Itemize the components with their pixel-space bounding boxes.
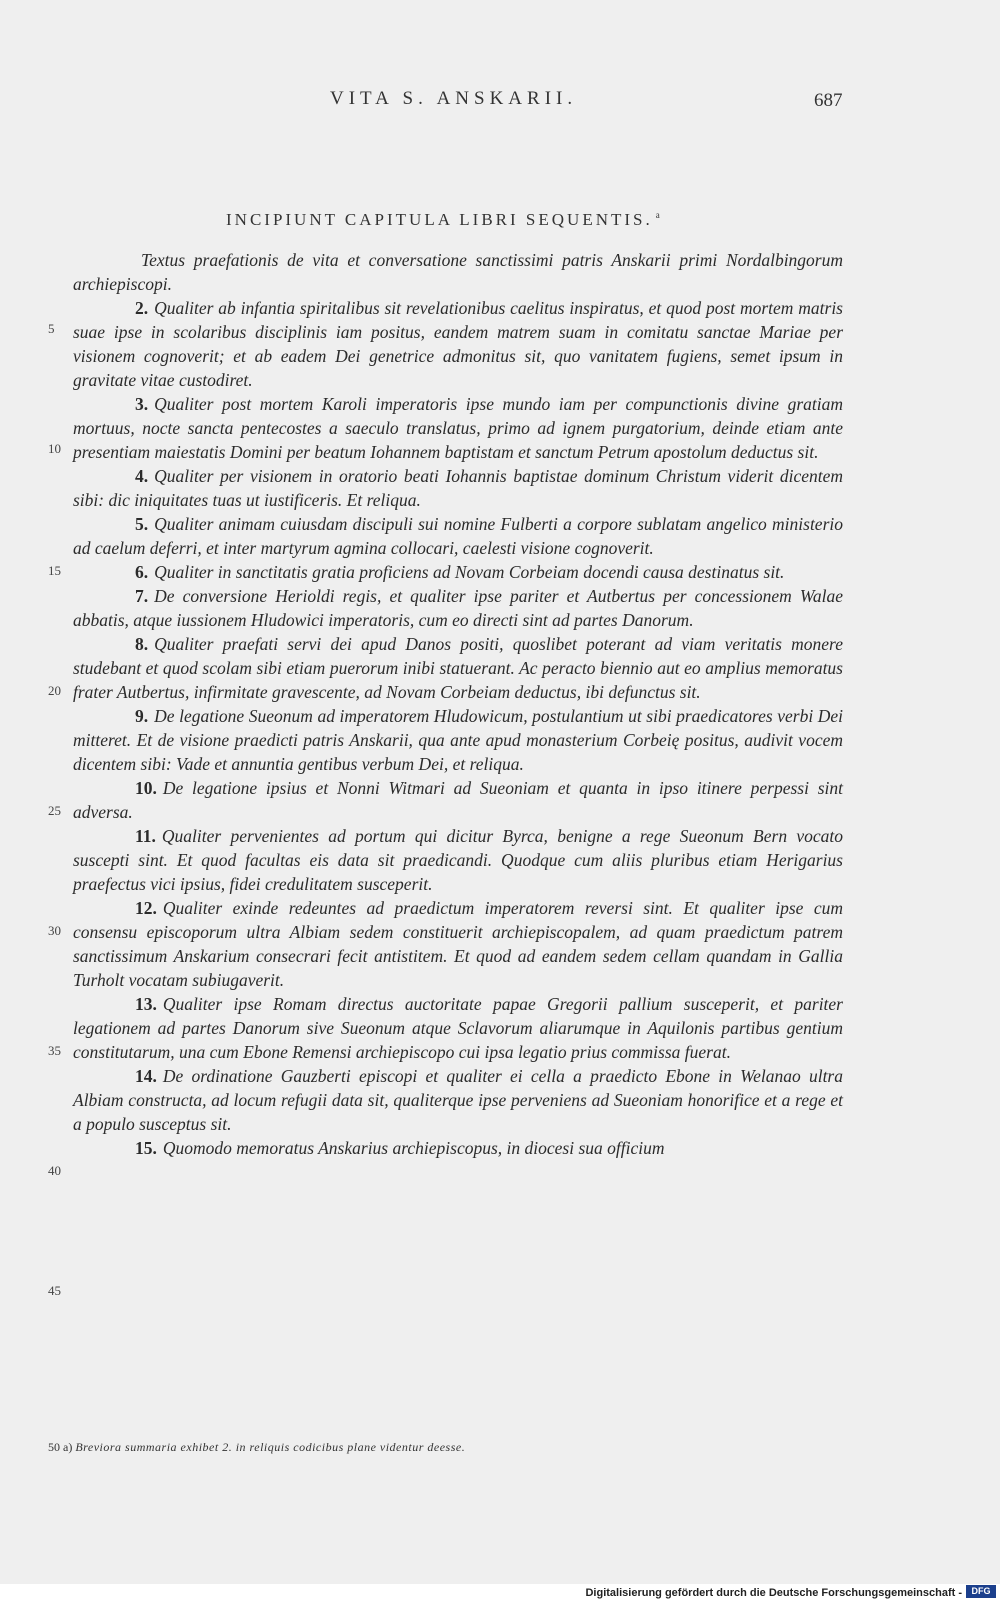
chapter-text: Qualiter exinde redeuntes ad praedictum imperatorem reversi sint. Et qualiter ipse cum consensu episcoporum ultra Albiam sedem constituerit archiepiscopalem, ad quam praedictum patrem sanctissimum Anskarium consecrari fecit antistitem. Et quod ad eandem sedem cellam quandam in Gallia Turholt vocatam subiugaverit.: [73, 898, 843, 990]
chapter-entry: [73, 248, 843, 296]
chapter-text: Qualiter post mortem Karoli imperatoris ipse mundo iam per compunctionis divine gratiam mortuus, nocte sancta pentecostes a saeculo translatus, primo ad ignem purgatorium, deinde etiam ante presentiam maiestatis Domini per beatum Iohannem baptistam et sanctum Petrum apostolum deductus sit.: [73, 394, 843, 462]
margin-line-number: 35: [48, 1043, 61, 1058]
dfg-logo-icon: DFG: [966, 1585, 996, 1598]
page-number: 687: [814, 90, 843, 111]
margin-line-number: 5: [48, 321, 55, 336]
chapter-text: De legatione Sueonum ad imperatorem Hludowicum, postulantium ut sibi praedicatores verbi Dei mitteret. Et de visione praedicti patris Anskarii, qua ante apud monasterium Corbeię positus, audivit vocem dicentem sibi: Vade et annuntia gentibus verbum Dei, et reliqua.: [73, 706, 843, 774]
chapter-text: Qualiter ipse Romam directus auctoritate papae Gregorii pallium susceperit, et pariter legationem ad partes Danorum sive Sueonum atque Sclavorum aliarumque in Aquilonis partibus gentium constitutarum, una cum Ebone Remensi archiepiscopo cui ipsa legatio prius commissa fuerat.: [73, 994, 843, 1062]
chapter-entry: [73, 464, 843, 512]
section-title-text: INCIPIUNT CAPITULA LIBRI SEQUENTIS.: [226, 210, 653, 229]
margin-line-number: 45: [48, 1283, 61, 1298]
chapter-entry: [73, 392, 843, 464]
chapter-number: 4.: [135, 466, 149, 486]
chapter-entry: [73, 992, 843, 1064]
chapter-text: Quomodo memoratus Anskarius archiepiscopus, in diocesi sua officium: [162, 1138, 665, 1158]
chapter-entry: [73, 776, 843, 824]
chapter-number: 14.: [135, 1066, 157, 1086]
chapter-number: 8.: [135, 634, 149, 654]
chapter-entry: [73, 512, 843, 560]
margin-line-number: 30: [48, 923, 61, 938]
chapter-entry: [73, 1136, 843, 1160]
chapter-entry: [73, 896, 843, 992]
chapter-number: 12.: [135, 898, 157, 918]
margin-line-number: 10: [48, 441, 61, 456]
footnote-line-number: 50: [48, 1440, 60, 1454]
footnote-mark: a): [63, 1440, 73, 1454]
margin-line-number: 20: [48, 683, 61, 698]
chapter-number: 15.: [135, 1138, 157, 1158]
chapter-text: Qualiter praefati servi dei apud Danos positi, quoslibet poterant ad viam veritatis monere studebant et quod scolam sibi etiam puerorum inibi statuerant. Ac peracto biennio aut eo amplius memoratus frater Autbertus, infirmitate gravescente, ad Novam Corbeiam deductus, ibi defunctus sit.: [73, 634, 843, 702]
chapter-number: 9.: [135, 706, 149, 726]
chapter-entry: [73, 704, 843, 776]
footnote-text: Breviora summaria exhibet 2. in reliquis codicibus plane videntur deesse.: [75, 1440, 466, 1454]
footnote: [48, 1440, 465, 1455]
running-title: VITA S. ANSKARII.: [330, 88, 578, 109]
chapter-number: 2.: [135, 298, 149, 318]
chapter-number: 11.: [135, 826, 156, 846]
chapter-entry: [73, 560, 843, 584]
margin-line-number: 40: [48, 1163, 61, 1178]
chapter-entry: [73, 584, 843, 632]
chapter-entry: [73, 296, 843, 392]
chapter-text: Qualiter in sanctitatis gratia proficiens ad Novam Corbeiam docendi causa destinatus sit.: [154, 562, 785, 582]
chapter-number: 6.: [135, 562, 149, 582]
chapter-text: Qualiter per visionem in oratorio beati Iohannis baptistae dominum Christum viderit dicentem sibi: dic iniquitates tuas ut iustificeris. Et reliqua.: [73, 466, 843, 510]
chapter-number: 3.: [135, 394, 149, 414]
chapter-number: 10.: [135, 778, 157, 798]
chapter-text: De conversione Herioldi regis, et qualiter ipse pariter et Autbertus per concessionem Walae abbatis, atque iussionem Hludowici imperatoris, cum eo directi sint ad partes Danorum.: [73, 586, 843, 630]
chapter-text: Qualiter ab infantia spiritalibus sit revelationibus caelitus inspiratus, et quod post mortem matris suae ipse in scolaribus disciplinis iam positus, eandem matrem suam in comitatu sanctae Mariae per visionem cognoverit; et ab eadem Dei genetrice admonitus sit, quo vanitatem fugiens, semet ipsum in gravitate vitae custodiret.: [73, 298, 843, 390]
chapter-entry: [73, 824, 843, 896]
margin-line-number: 15: [48, 563, 61, 578]
chapter-text: Qualiter pervenientes ad portum qui dicitur Byrca, benigne a rege Sueonum Bern vocato suscepti sint. Et quod facultas eis data sit praedicandi. Quodque cum aliis pluribus etiam Herigarius praefectus vici ipsius, fidei credulitatem susceperit.: [73, 826, 843, 894]
chapter-text: De ordinatione Gauzberti episcopi et qualiter ei cella a praedicto Ebone in Welanao ultra Albiam constructa, ad locum refugii data sit, qualiterque ipse perveniens ad Sueoniam honorifice et a rege et a populo susceptus sit.: [73, 1066, 843, 1134]
funding-credit: Digitalisierung gefördert durch die Deutsche Forschungsgemeinschaft -: [585, 1587, 962, 1599]
chapter-list: [73, 248, 843, 1160]
chapter-entry: [73, 1064, 843, 1136]
chapter-number: 7.: [135, 586, 149, 606]
section-title: [226, 210, 660, 230]
chapter-number: 13.: [135, 994, 157, 1014]
chapter-text: De legatione ipsius et Nonni Witmari ad Sueoniam et quanta in ipso itinere perpessi sint adversa.: [73, 778, 843, 822]
chapter-text: Qualiter animam cuiusdam discipuli sui nomine Fulberti a corpore sublatam angelico ministerio ad caelum deferri, et inter martyrum agmina collocari, caelesti visione cognoverit.: [73, 514, 843, 558]
margin-line-number: 25: [48, 803, 61, 818]
footnote-reference: a: [655, 210, 660, 221]
chapter-entry: [73, 632, 843, 704]
chapter-number: 5.: [135, 514, 149, 534]
chapter-text: Textus praefationis de vita et conversatione sanctissimi patris Anskarii primi Nordalbingorum archiepiscopi.: [73, 250, 843, 294]
